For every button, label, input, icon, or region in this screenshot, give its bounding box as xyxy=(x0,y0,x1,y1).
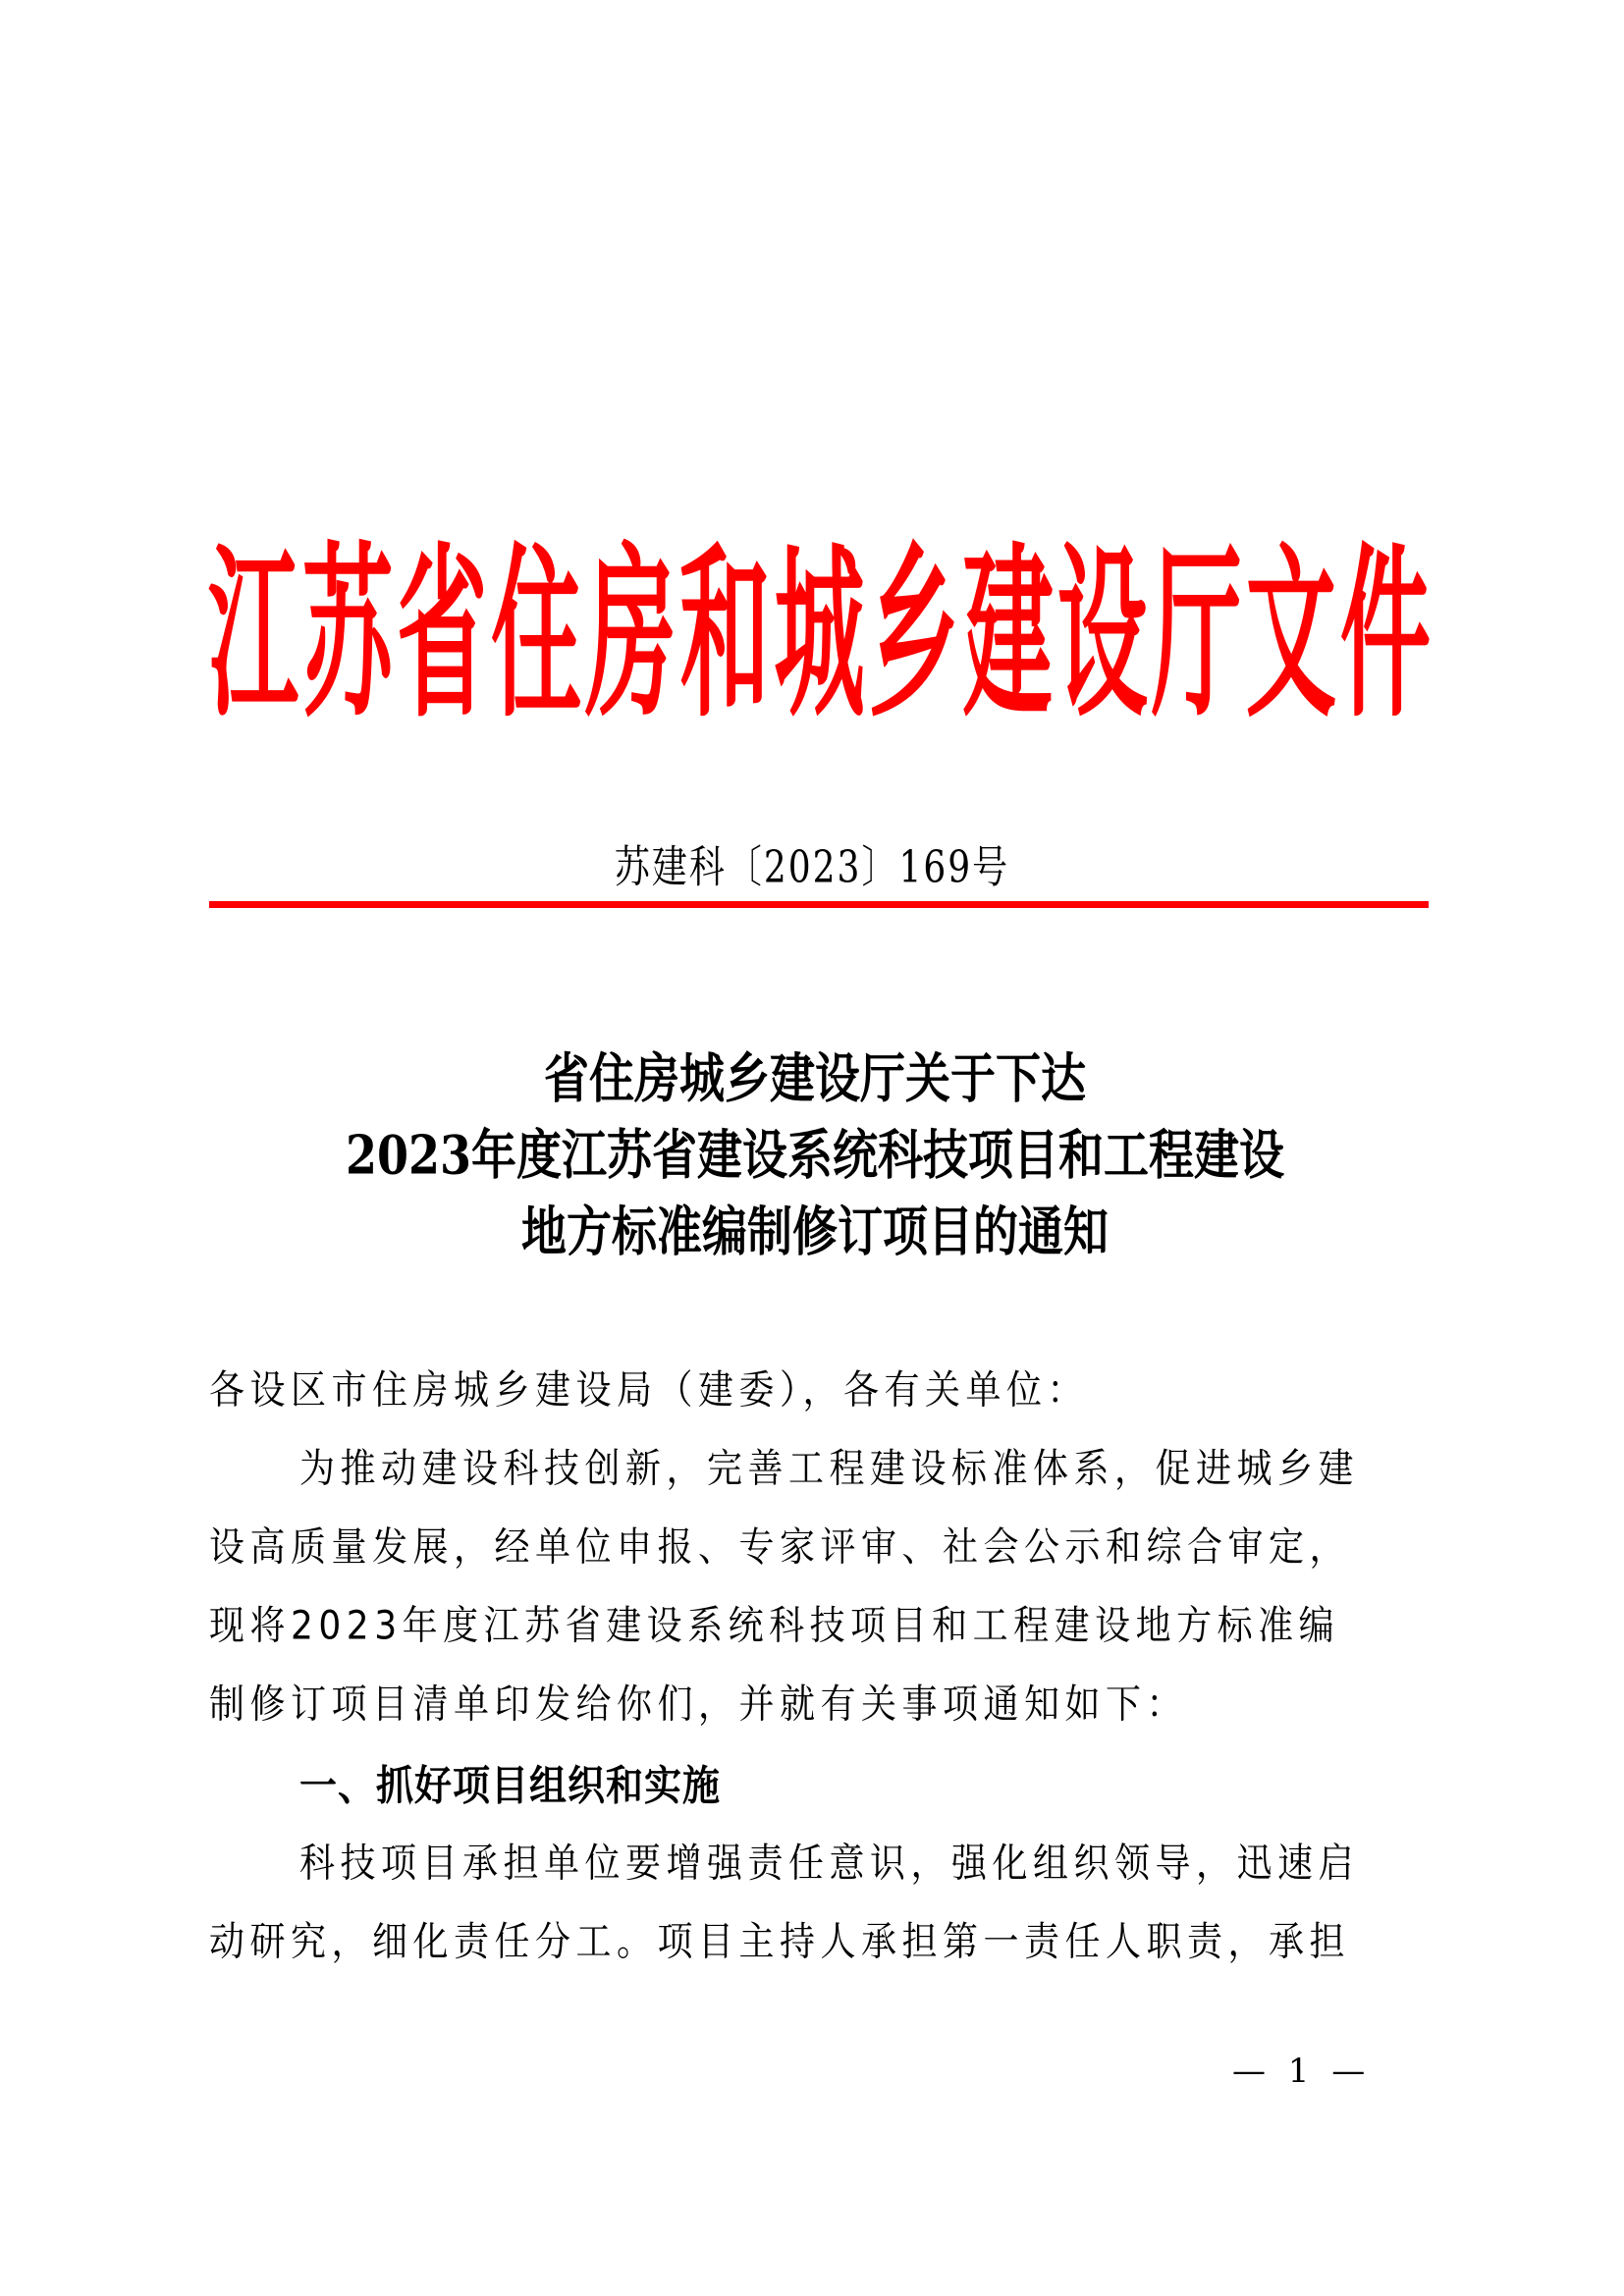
masthead-char: 住 xyxy=(491,527,582,743)
paragraph-2-line: 动研究，细化责任分工。项目主持人承担第一责任人职责，承担 xyxy=(209,1919,1351,1965)
page-number: — 1 — xyxy=(1232,2052,1372,2091)
red-divider-line xyxy=(209,901,1429,908)
masthead-char: 省 xyxy=(397,527,488,743)
paragraph-1-line: 为推动建设科技创新，完善工程建设标准体系，促进城乡建 xyxy=(299,1446,1360,1492)
masthead-char: 建 xyxy=(962,527,1054,743)
masthead-char: 和 xyxy=(679,527,771,743)
masthead-char: 江 xyxy=(208,527,299,743)
masthead-char: 设 xyxy=(1056,527,1148,743)
document-number: 苏建科〔2023〕169号 xyxy=(614,842,1010,893)
masthead-char: 苏 xyxy=(302,527,394,743)
section-heading-1: 一、抓好项目组织和实施 xyxy=(299,1762,722,1810)
paragraph-1-line: 设高质量发展，经单位申报、专家评审、社会公示和综合审定， xyxy=(209,1524,1351,1571)
masthead-char: 厅 xyxy=(1151,527,1242,743)
document-title-line-1: 省住房城乡建设厅关于下达 xyxy=(544,1046,1086,1110)
paragraph-1-line: 制修订项目清单印发给你们，并就有关事项通知如下： xyxy=(209,1682,1188,1728)
document-title-line-2: 2023年度江苏省建设系统科技项目和工程建设 xyxy=(345,1123,1285,1187)
masthead-char: 城 xyxy=(774,527,865,743)
paragraph-1-line: 现将2023年度江苏省建设系统科技项目和工程建设地方标准编 xyxy=(209,1603,1340,1649)
masthead-char: 乡 xyxy=(868,527,959,743)
masthead-char: 文 xyxy=(1245,527,1336,743)
masthead-title xyxy=(208,527,1431,743)
masthead-char: 房 xyxy=(585,527,677,743)
document-title-line-3: 地方标准编制修订项目的通知 xyxy=(521,1200,1109,1263)
paragraph-2-line: 科技项目承担单位要增强责任意识，强化组织领导，迅速启 xyxy=(299,1841,1360,1887)
masthead-char: 件 xyxy=(1339,527,1431,743)
salutation: 各设区市住房城乡建设局（建委），各有关单位： xyxy=(209,1367,1089,1414)
